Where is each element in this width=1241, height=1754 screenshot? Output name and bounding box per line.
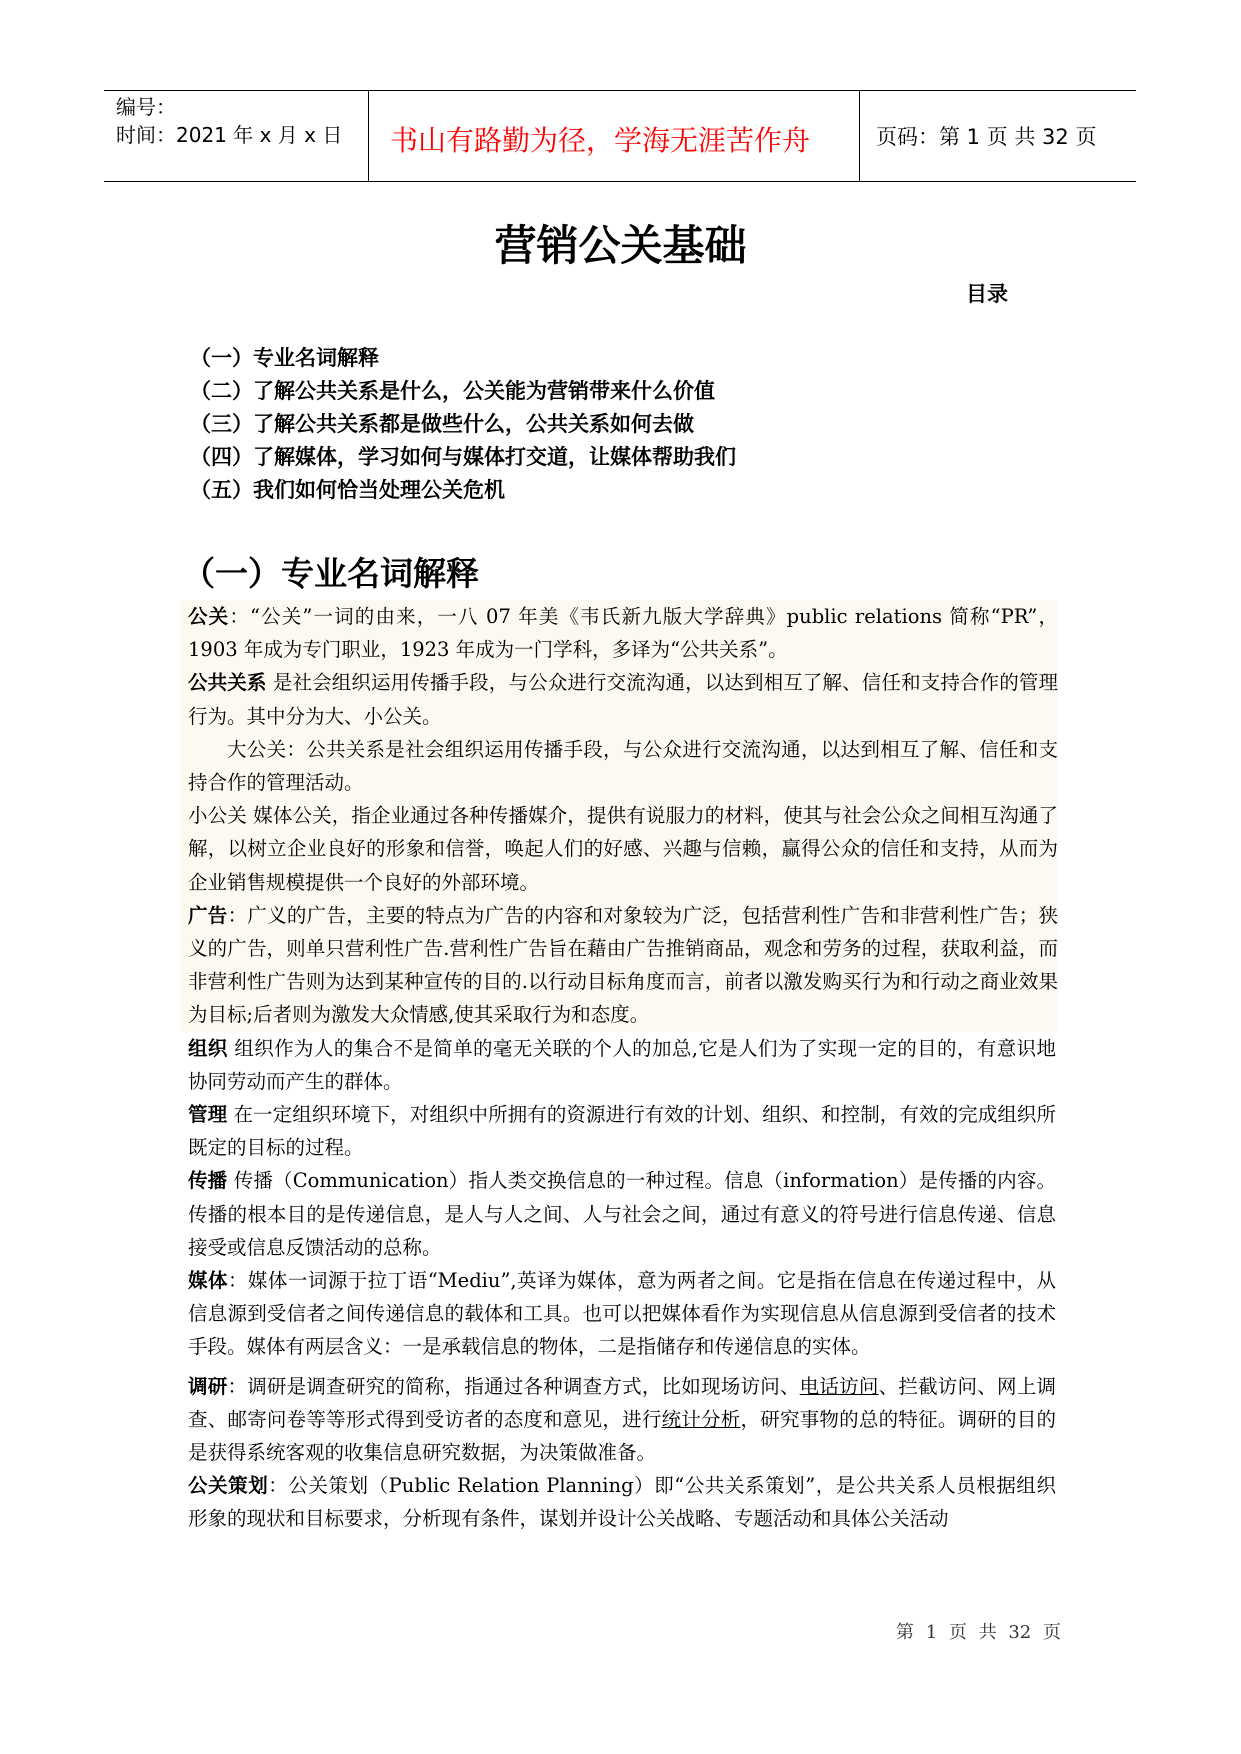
entry-chuanbo [188,1164,1056,1264]
entry-text: 大公关：公共关系是社会组织运用传播手段，与公众进行交流沟通，以达到相互了解、信任和支持合作的管理活动。 [188,737,1058,795]
link-statistical-analysis[interactable]: 统计分析 [661,1407,741,1431]
document-number-label: 编号： [116,95,176,119]
entry-term: 调研 [188,1374,228,1398]
entry-dagongguan [188,733,1058,799]
entry-term: 公共关系 [188,671,267,695]
toc-item[interactable]: （一）专业名词解释 [190,346,379,370]
toc-item[interactable]: （五）我们如何恰当处理公关危机 [190,478,505,502]
document-date: 时间：2021 年 x 月 x 日 [116,123,343,147]
toc-item[interactable]: （二）了解公共关系是什么，公关能为营销带来什么价值 [190,379,715,403]
entry-guanggao [188,899,1058,1032]
page-footer: 第 1 页 共 32 页 [896,1622,1061,1643]
header-divider [368,91,369,181]
entry-text: 是社会组织运用传播手段，与公众进行交流沟通，以达到相互了解、信任和支持合作的管理行为。其中分为大、小公关。 [188,671,1058,728]
entry-zuzhi [188,1032,1056,1098]
toc-item[interactable]: （四）了解媒体，学习如何与媒体打交道，让媒体帮助我们 [190,445,736,469]
link-telephone-interview[interactable]: 电话访问 [799,1374,879,1398]
entry-text: ：“公关”一词的由来，一八 07 年美《韦氏新九版大学辞典》public relations 简称“PR”，1903 年成为专门职业，1923 年成为一门学科，多译为“公共关系”。 [188,605,1058,662]
document-title: 营销公关基础 [494,221,747,270]
entry-text: 组织作为人的集合不是简单的毫无关联的个人的加总,它是人们为了实现一定的目的，有意识地协同劳动而产生的群体。 [188,1036,1056,1093]
entry-term: 媒体 [188,1269,228,1293]
entry-term: 管理 [188,1103,228,1127]
header-page-info: 页码：第 1 页 共 32 页 [876,125,1097,149]
entry-guanli [188,1098,1056,1164]
entry-gongguan [188,600,1058,666]
entry-text: ：广义的广告，主要的特点为广告的内容和对象较为广泛，包括营利性广告和非营利性广告；狭义的广告，则单只营利性广告.营利性广告旨在藉由广告推销商品，观念和劳务的过程，获取利益，而非营利性广告则为达到某种宣传的目的.以行动目标角度而言，前者以激发购买行为和行动之商业效果为目标;后者则为激发大众情感,使其采取行为和态度。 [188,903,1058,1027]
entry-term: 组织 [188,1036,228,1060]
entry-term: 公关策划 [188,1474,269,1498]
entry-term: 传播 [188,1169,228,1193]
entry-text: ：调研是调查研究的简称，指通过各种调查方式，比如现场访问、 [227,1374,800,1398]
entry-text: 小公关 媒体公关，指企业通过各种传播媒介，提供有说服力的材料，使其与社会公众之间相互沟通了解，以树立企业良好的形象和信誉，唤起人们的好感、兴趣与信赖，赢得公众的信任和支持，从而为企业销售规模提供一个良好的外部环境。 [188,804,1058,894]
entry-gonggongguanxi [188,666,1058,732]
entry-diaoyan [188,1370,1056,1470]
entry-text: 传播（Communication）指人类交换信息的一种过程。信息（information）是传播的内容。传播的根本目的是传递信息，是人与人之间、人与社会之间，通过有意义的符号进行信息传递、信息接受或信息反馈活动的总称。 [188,1169,1056,1259]
entry-gongguancehua [188,1469,1056,1535]
header-meta [116,93,342,149]
document-body [188,600,1056,1536]
table-of-contents [190,342,736,507]
entry-term: 公关 [188,605,230,628]
entry-meiti [188,1264,1056,1364]
entry-term: 广告 [188,903,228,927]
entry-text: 在一定组织环境下，对组织中所拥有的资源进行有效的计划、组织、和控制，有效的完成组织所既定的目标的过程。 [188,1103,1056,1160]
header-motto: 书山有路勤为径，学海无涯苦作舟 [390,124,811,157]
entry-text: ：公关策划（Public Relation Planning）即“公共关系策划”，是公共关系人员根据组织形象的现状和目标要求，分析现有条件，谋划并设计公关战略、专题活动和具体公关活动 [188,1474,1056,1531]
entry-text: ，研究事物的总的特征。调研的目的是获得系统客观的收集信息研究数据，为决策做准备。 [188,1407,1056,1465]
toc-item[interactable]: （三）了解公共关系都是做些什么，公共关系如何去做 [190,412,694,436]
header-divider [859,91,860,181]
toc-label: 目录 [966,282,1008,306]
entry-text: 、拦截访问、网上调查、邮寄问卷等等形式得到受访者的态度和意见，进行 [188,1374,1056,1431]
entry-text: ：媒体一词源于拉丁语“Mediu”,英译为媒体，意为两者之间。它是指在信息在传递过程中，从信息源到受信者之间传递信息的载体和工具。也可以把媒体看作为实现信息从信息源到受信者的技术手段。媒体有两层含义：一是承载信息的物体，二是指储存和传递信息的实体。 [188,1269,1056,1359]
highlighted-block [180,600,1058,1032]
page-header-table [104,90,1136,182]
section-heading: （一）专业名词解释 [182,554,479,593]
entry-xiaogongguan [188,799,1058,899]
